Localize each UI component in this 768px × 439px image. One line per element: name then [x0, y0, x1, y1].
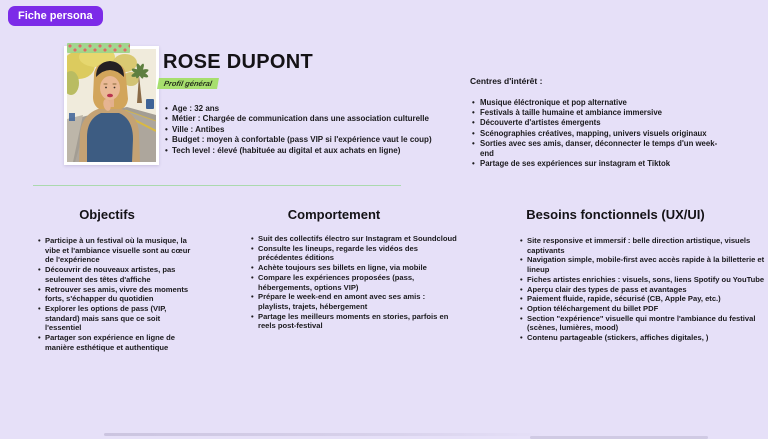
list-item: • Navigation simple, mobile-first avec accès rapide à la billetterie et lineup	[520, 255, 766, 274]
profil-general-tag: Profil général	[157, 78, 219, 89]
list-item: • Paiement fluide, rapide, sécurisé (CB, Apple Pay, etc.)	[520, 294, 766, 304]
persona-photo-frame	[64, 46, 159, 165]
list-item: • Suit des collectifs électro sur Instagram et Soundcloud	[251, 234, 459, 244]
interests-list	[470, 98, 720, 169]
list-item: • Age : 32 ans	[163, 104, 465, 114]
list-item: • Section "expérience" visuelle qui montre l'ambiance du festival (scènes, lumières, mood)	[520, 314, 766, 333]
list-item: • Partage les meilleurs moments en stories, parfois en reels post-festival	[251, 312, 459, 331]
profile-list	[163, 104, 465, 156]
list-item: • Aperçu clair des types de pass et avantages	[520, 285, 766, 295]
list-item: • Achète toujours ses billets en ligne, via mobile	[251, 263, 459, 273]
list-item: • Partage de ses expériences sur instagram et Tiktok	[470, 159, 720, 169]
fiche-persona-badge: Fiche persona	[8, 6, 103, 26]
list-item: • Participe à un festival où la musique, la vibe et l'ambiance visuelle sont au cœur de l'expérience	[38, 236, 192, 265]
list-item: • Partager son expérience en ligne de manière esthétique et authentique	[38, 333, 192, 352]
objectives-heading: Objectifs	[79, 207, 135, 222]
list-item: • Scénographies créatives, mapping, univers visuels originaux	[470, 129, 720, 139]
list-item: • Budget : moyen à confortable (pass VIP si l'expérience vaut le coup)	[163, 135, 465, 145]
list-item: • Tech level : élevé (habituée au digital et aux achats en ligne)	[163, 146, 465, 156]
list-item: • Musique éléctronique et pop alternative	[470, 98, 720, 108]
list-item: • Fiches artistes enrichies : visuels, sons, liens Spotify ou YouTube	[520, 275, 766, 285]
interests-section	[470, 76, 720, 169]
list-item: • Sorties avec ses amis, danser, déconnecter le temps d'un week-end	[470, 139, 720, 159]
list-item: • Découverte d'artistes émergents	[470, 118, 720, 128]
list-item: • Explorer les options de pass (VIP, standard) mais sans que ce soit l'essentiel	[38, 304, 192, 333]
needs-heading: Besoins fonctionnels (UX/UI)	[526, 207, 705, 222]
behavior-list	[251, 234, 459, 331]
washi-tape-decoration	[67, 43, 130, 53]
list-item: • Consulte les lineups, regarde les vidéos des précédentes éditions	[251, 244, 459, 263]
list-item: • Prépare le week-end en amont avec ses amis : playlists, trajets, hébergement	[251, 292, 459, 311]
list-item: • Festivals à taille humaine et ambiance immersive	[470, 108, 720, 118]
behavior-heading: Comportement	[287, 207, 381, 222]
list-item: • Découvrir de nouveaux artistes, pas seulement des têtes d'affiche	[38, 265, 192, 284]
list-item: • Métier : Chargée de communication dans une association culturelle	[163, 114, 465, 124]
persona-photo	[67, 49, 156, 162]
objectives-list	[38, 236, 192, 352]
list-item: • Option téléchargement du billet PDF	[520, 304, 766, 314]
list-item: • Contenu partageable (stickers, affiches digitales, )	[520, 333, 766, 343]
list-item: • Retrouver ses amis, vivre des moments forts, s'échapper du quotidien	[38, 285, 192, 304]
cutoff-content-row	[104, 433, 546, 436]
interests-heading: Centres d'intérêt :	[470, 76, 543, 86]
list-item: • Ville : Antibes	[163, 125, 465, 135]
section-divider	[33, 185, 401, 186]
list-item: • Compare les expériences proposées (pass, hébergements, options VIP)	[251, 273, 459, 292]
persona-name: ROSE DUPONT	[163, 51, 313, 73]
needs-list	[520, 236, 766, 343]
list-item: • Site responsive et immersif : belle direction artistique, visuels captivants	[520, 236, 766, 255]
